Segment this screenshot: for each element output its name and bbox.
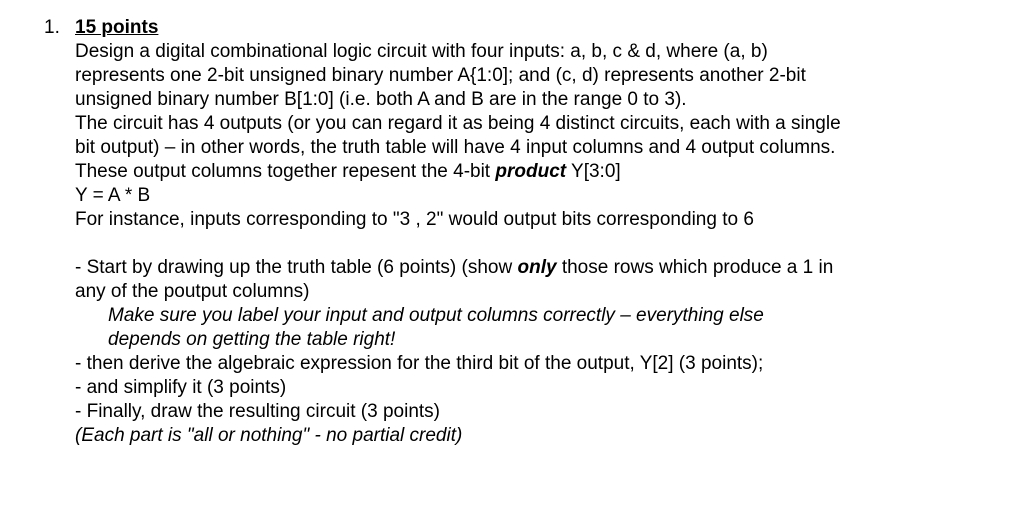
description-line-5: bit output) – in other words, the truth table will have 4 input columns and 4 output columns.: [75, 137, 836, 158]
product-line-after: Y[3:0]: [566, 161, 621, 182]
points-heading: [75, 16, 1005, 40]
description-line-3: unsigned binary number B[1:0] (i.e. both A and B are in the range 0 to 3).: [75, 89, 687, 110]
instance-line: For instance, inputs corresponding to "3 , 2" would output bits corresponding to 6: [75, 209, 754, 230]
note-line-2: depends on getting the table right!: [108, 329, 396, 350]
equation-line: Y = A * B: [75, 185, 151, 206]
product-line-before: These output columns together repesent the 4-bit: [75, 161, 496, 182]
question-body: [75, 16, 1005, 448]
only-emphasis: only: [517, 257, 557, 278]
product-emphasis: product: [495, 161, 567, 182]
product-line: [75, 160, 1005, 184]
step-simplify: - and simplify it (3 points): [75, 377, 287, 398]
question-number: 1.: [44, 17, 60, 38]
description-line-4: The circuit has 4 outputs (or you can regard it as being 4 distinct circuits, each with a single: [75, 113, 841, 134]
step-derive: - then derive the algebraic expression for the third bit of the output, Y[2] (3 points);: [75, 353, 764, 374]
step-draw: - Finally, draw the resulting circuit (3 points): [75, 401, 440, 422]
truth-table-continuation: any of the poutput columns): [75, 281, 310, 302]
truth-table-instruction: [75, 256, 1005, 280]
truth-table-before: - Start by drawing up the truth table (6 points) (show: [75, 257, 518, 278]
points-label: 15 points: [75, 17, 159, 38]
description-line-1: Design a digital combinational logic circuit with four inputs: a, b, c & d, where (a, b): [75, 41, 768, 62]
note-line-1: Make sure you label your input and output columns correctly – everything else: [108, 305, 764, 326]
description-line-2: represents one 2-bit unsigned binary number A{1:0]; and (c, d) represents another 2-bit: [75, 65, 806, 86]
grading-note: (Each part is "all or nothing" - no partial credit): [75, 425, 463, 446]
truth-table-after: those rows which produce a 1 in: [556, 257, 834, 278]
